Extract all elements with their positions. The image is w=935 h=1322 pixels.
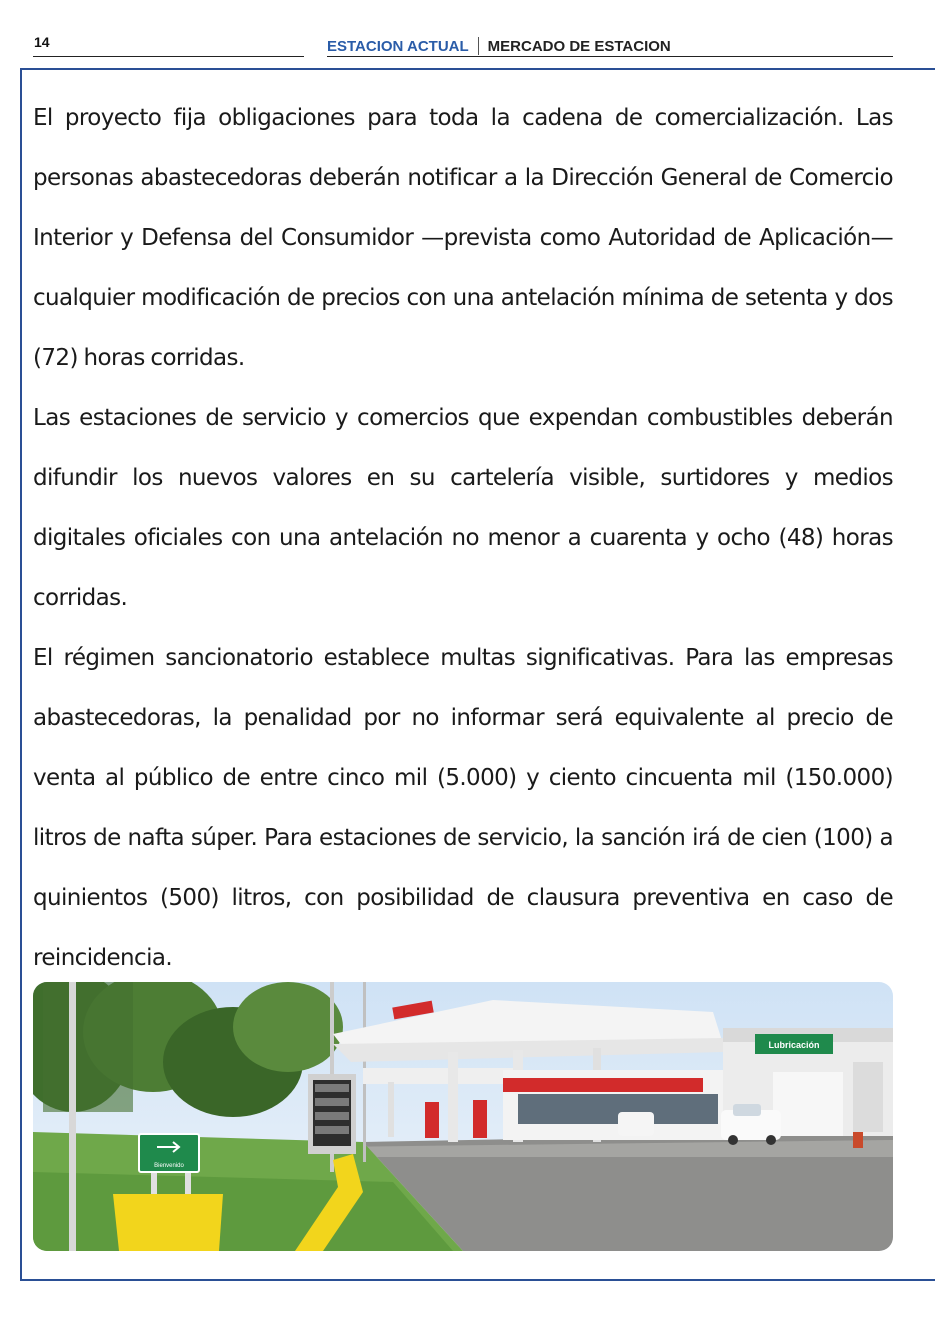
page-number: 14 [34, 34, 50, 50]
section-header [327, 37, 671, 55]
subsection-name: MERCADO DE ESTACION [487, 37, 671, 55]
lubricacion-sign-text: Lubricación [768, 1040, 820, 1050]
bienvenido-sign-text: Bienvenido [154, 1163, 184, 1169]
article-body [33, 88, 893, 988]
gas-station-photo [33, 982, 893, 1251]
header-rule-right [327, 56, 893, 57]
section-name: ESTACION ACTUAL [327, 37, 469, 55]
header-divider [478, 37, 479, 55]
paragraph-sanctions: El régimen sancionatorio establece multas significativas. Para las empresas abastecedoras, la penalidad por no informar será equivalente al precio de venta al público de entre cinco mil (5.000) y ciento cincuenta mil (150.000) litros de nafta súper. Para estaciones de servicio, la sanción irá de cien (100) a quinientos (500) litros, con posibilidad de clausura preventiva en caso de reincidencia. [33, 645, 893, 971]
paragraph-obligations: El proyecto fija obligaciones para toda la cadena de comercialización. Las personas abastecedoras deberán notificar a la Dirección General de Comercio Interior y Defensa del Consumidor —prevista como Autoridad de Aplicación— cualquier modificación de precios con una antelación mínima de setenta y dos (72) horas corridas. [33, 105, 893, 371]
header-rule-left [33, 56, 304, 57]
paragraph-stations: Las estaciones de servicio y comercios que expendan combustibles deberán difundir los nuevos valores en su cartelería visible, surtidores y medios digitales oficiales con una antelación no menor a cuarenta y ocho (48) horas corridas. [33, 405, 893, 611]
